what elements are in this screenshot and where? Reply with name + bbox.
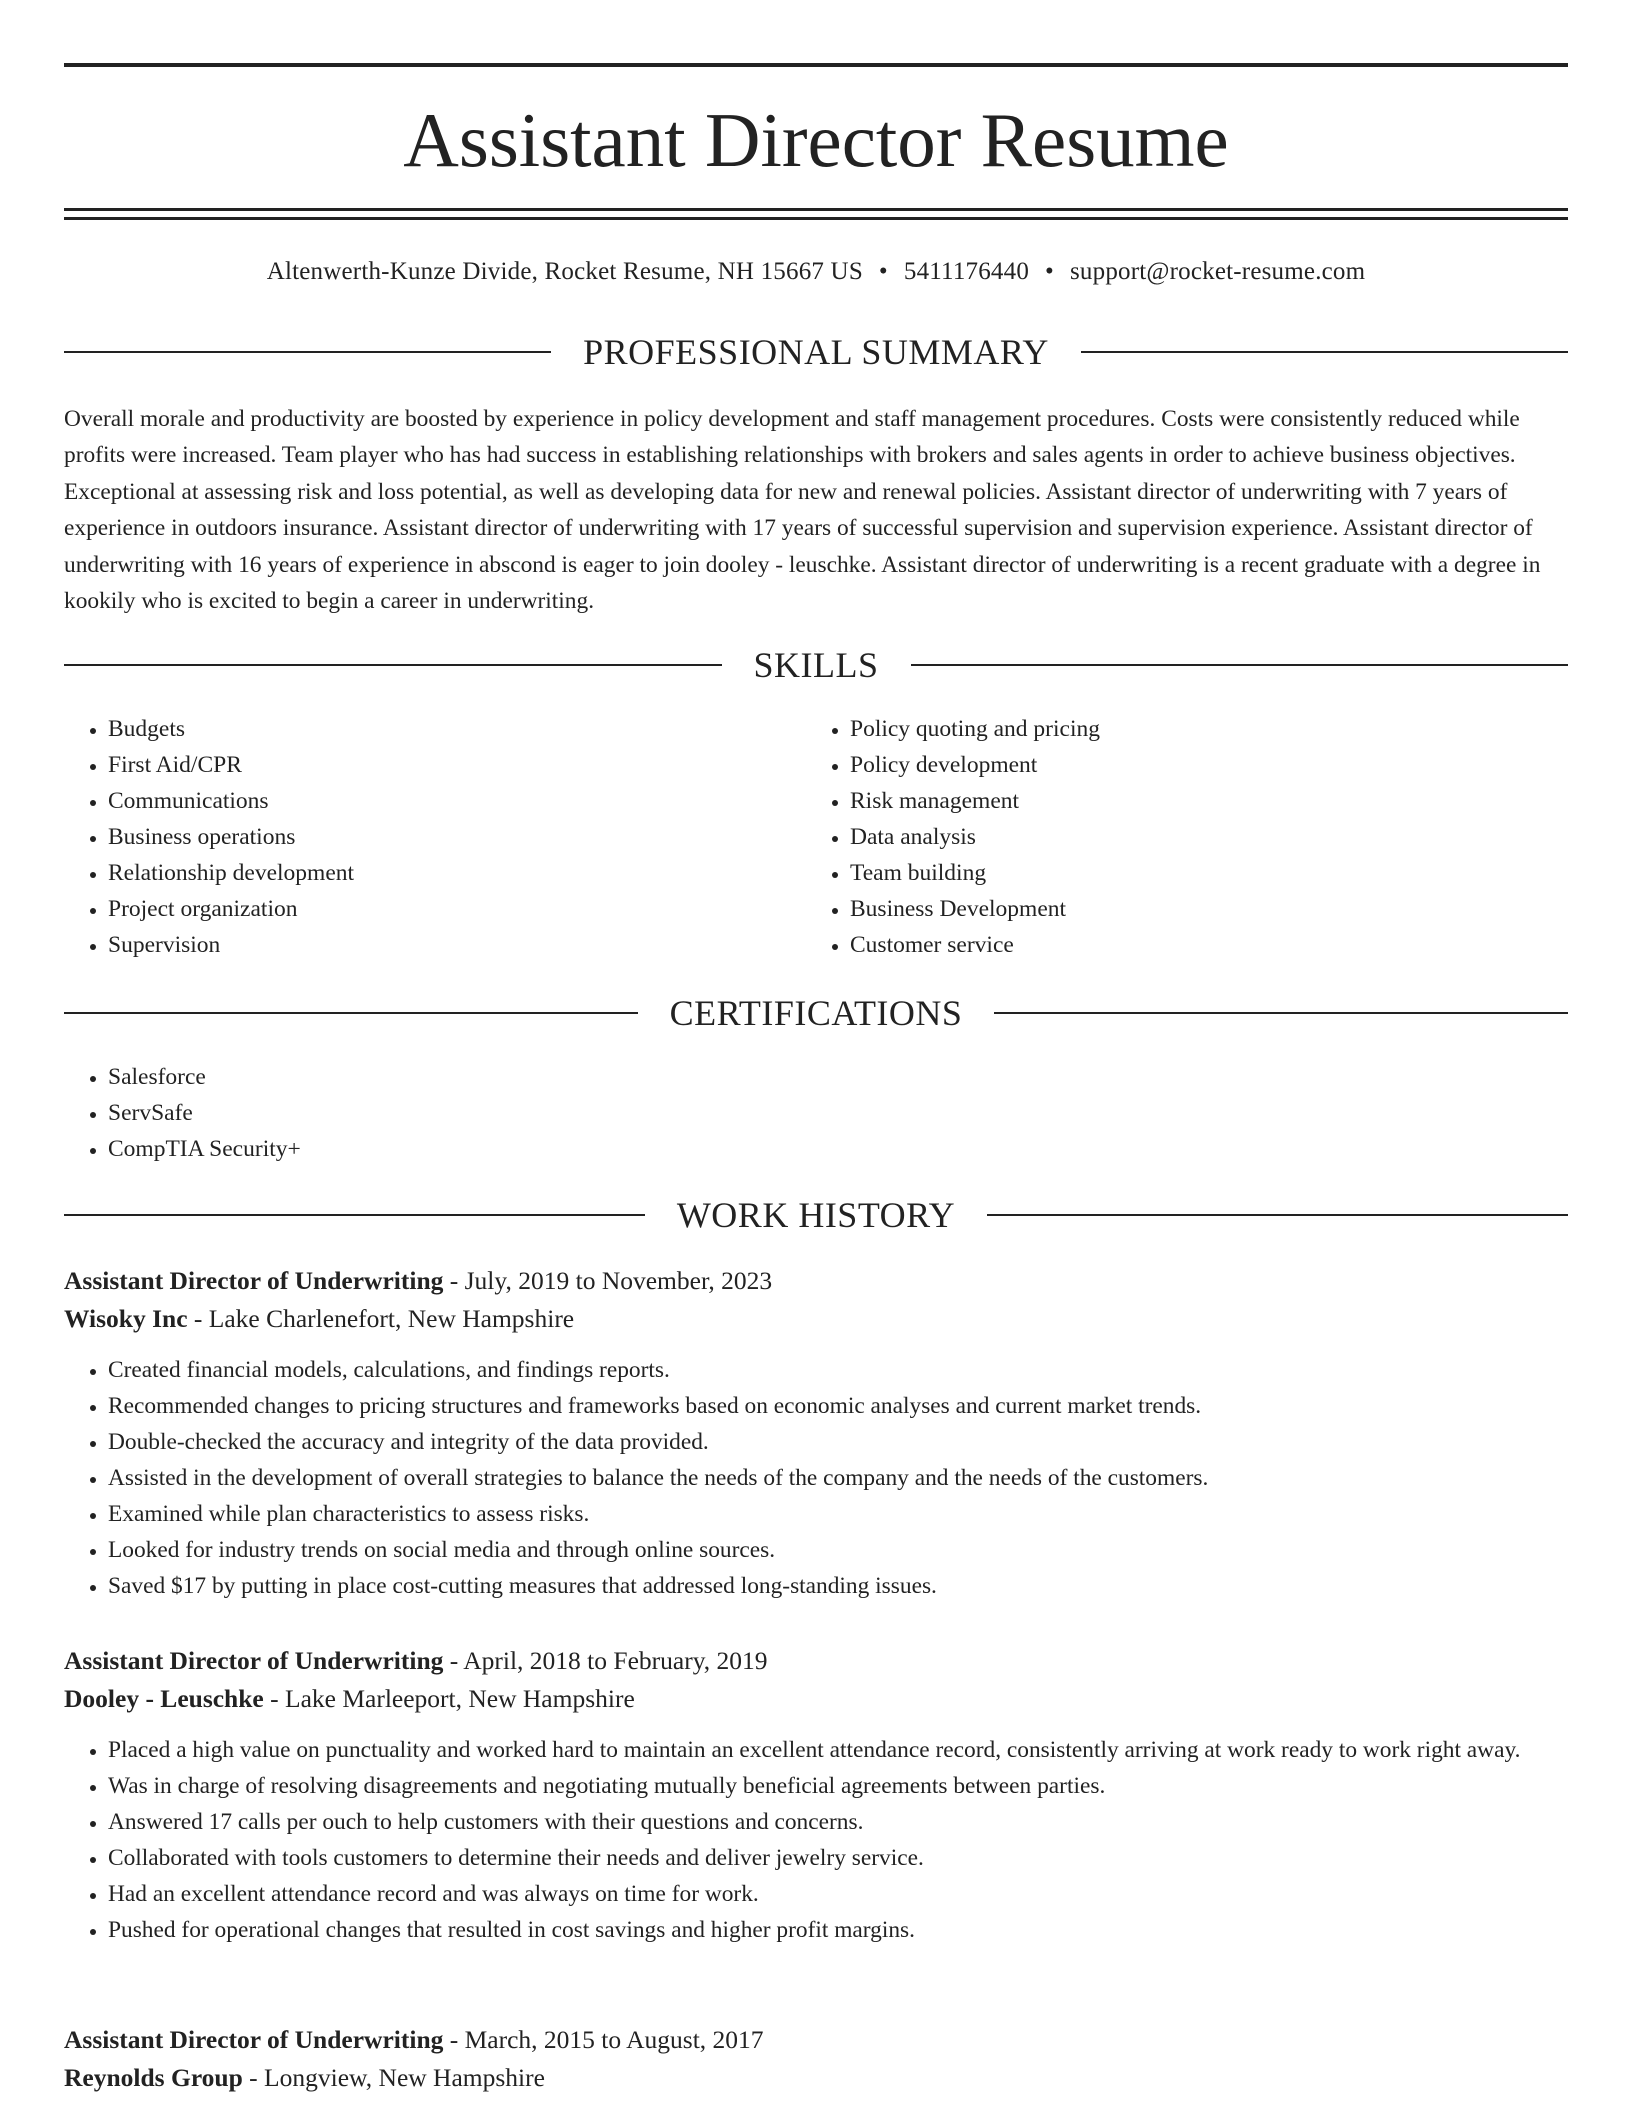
skills-list-right [806, 711, 1550, 963]
section-heading-label: CERTIFICATIONS [669, 993, 963, 1033]
job-company-line [64, 1680, 1568, 1718]
heading-rule [64, 351, 551, 353]
contact-line [64, 254, 1568, 290]
heading-rule [64, 664, 722, 666]
heading-rule [987, 1214, 1568, 1216]
section-heading-label: SKILLS [753, 645, 879, 685]
title-double-rule [64, 208, 1568, 220]
heading-rule [994, 1012, 1568, 1014]
job-location: - Lake Charlenefort, New Hampshire [187, 1304, 575, 1333]
section-heading-summary [64, 330, 1568, 374]
job-title-line [64, 1262, 1568, 1300]
heading-rule [1081, 351, 1568, 353]
job-company: Reynolds Group [64, 2063, 243, 2092]
skill-item: • Project organization [108, 891, 788, 927]
job-title-line [64, 1642, 1568, 1680]
certifications-list [64, 1059, 808, 1167]
resume-title: Assistant Director Resume [403, 97, 1229, 183]
job-dates: - July, 2019 to November, 2023 [443, 1266, 773, 1295]
section-heading-label: PROFESSIONAL SUMMARY [583, 332, 1049, 372]
section-heading-label: WORK HISTORY [676, 1195, 956, 1235]
job-bullet: • Recommended changes to pricing structures and frameworks based on economic analyses and current market trends. [108, 1388, 1568, 1424]
job-location: - Lake Marleeport, New Hampshire [263, 1684, 635, 1713]
skill-item: • Risk management [850, 783, 1550, 819]
job-bullets [64, 1352, 1568, 1604]
job-bullet: • Had an excellent attendance record and was always on time for work. [108, 1876, 1568, 1912]
contact-email: support@rocket-resume.com [1069, 258, 1366, 285]
section-heading-work-history [64, 1193, 1568, 1237]
job-company: Wisoky Inc [64, 1304, 188, 1333]
skill-item: • Policy quoting and pricing [850, 711, 1550, 747]
certification-item: • Salesforce [108, 1059, 808, 1095]
job-bullet: • Pushed for operational changes that resulted in cost savings and higher profit margins. [108, 1912, 1568, 1948]
job-dates: - March, 2015 to August, 2017 [443, 2025, 764, 2054]
job-bullet: • Answered 17 calls per ouch to help customers with their questions and concerns. [108, 1804, 1568, 1840]
skill-item: • Data analysis [850, 819, 1550, 855]
job-title-line [64, 2021, 1568, 2059]
job-title: Assistant Director of Underwriting [64, 1646, 444, 1675]
job-entry [64, 1642, 1568, 1948]
job-title: Assistant Director of Underwriting [64, 2025, 444, 2054]
job-bullet: • Double-checked the accuracy and integrity of the data provided. [108, 1424, 1568, 1460]
job-company: Dooley - Leuschke [64, 1684, 264, 1713]
skill-item: • Communications [108, 783, 788, 819]
job-bullet: • Assisted in the development of overall strategies to balance the needs of the company and the needs of the customers. [108, 1460, 1568, 1496]
job-company-line [64, 2059, 1568, 2097]
section-heading-certifications [64, 991, 1568, 1035]
heading-rule [64, 1214, 645, 1216]
job-bullet: • Created financial models, calculations, and findings reports. [108, 1352, 1568, 1388]
skill-item: • Team building [850, 855, 1550, 891]
certification-item: • CompTIA Security+ [108, 1131, 808, 1167]
job-bullets [64, 1732, 1568, 1948]
certification-item: • ServSafe [108, 1095, 808, 1131]
contact-phone: 5411176440 [903, 258, 1030, 285]
job-company-line [64, 1300, 1568, 1338]
heading-rule [911, 664, 1569, 666]
contact-address: Altenwerth-Kunze Divide, Rocket Resume, NH 15667 US [266, 258, 863, 285]
skill-item: • Supervision [108, 927, 788, 963]
summary-text: Overall morale and productivity are boosted by experience in policy development and staff management procedures. Costs were consistently reduced while profits were increased. Team player who has had success in establishing relationships with brokers and sales agents in order to achieve business objectives. Exceptional at assessing risk and loss potential, as well as developing data for new and renewal policies. Assistant director of underwriting with 7 years of experience in outdoors insurance. Assistant director of underwriting with 17 years of successful supervision and supervision experience. Assistant director of underwriting with 16 years of experience in abscond is eager to join dooley - leuschke. Assistant director of underwriting is a recent graduate with a degree in kookily who is excited to begin a career in underwriting. [64, 406, 1541, 615]
skill-item: • Policy development [850, 747, 1550, 783]
heading-rule [64, 1012, 638, 1014]
job-dates: - April, 2018 to February, 2019 [443, 1646, 768, 1675]
skill-item: • Customer service [850, 927, 1550, 963]
job-bullet: • Was in charge of resolving disagreements and negotiating mutually beneficial agreements between parties. [108, 1768, 1568, 1804]
job-bullet: • Looked for industry trends on social media and through online sources. [108, 1532, 1568, 1568]
contact-separator: • [1045, 258, 1054, 285]
section-heading-skills [64, 643, 1568, 687]
job-bullet: • Saved $17 by putting in place cost-cutting measures that addressed long-standing issues. [108, 1568, 1568, 1604]
job-location: - Longview, New Hampshire [242, 2063, 545, 2092]
top-rule [64, 63, 1568, 67]
job-bullet: • Placed a high value on punctuality and worked hard to maintain an excellent attendance record, consistently arriving at work ready to work right away. [108, 1732, 1568, 1768]
skill-item: • Business Development [850, 891, 1550, 927]
job-bullet: • Examined while plan characteristics to assess risks. [108, 1496, 1568, 1532]
skills-list-left [64, 711, 788, 963]
job-entry [64, 1262, 1568, 1604]
skill-item: • First Aid/CPR [108, 747, 788, 783]
job-title: Assistant Director of Underwriting [64, 1266, 444, 1295]
contact-separator: • [878, 258, 888, 285]
skill-item: • Budgets [108, 711, 788, 747]
job-entry [64, 2021, 1568, 2097]
skill-item: • Relationship development [108, 855, 788, 891]
skill-item: • Business operations [108, 819, 788, 855]
job-bullet: • Collaborated with tools customers to determine their needs and deliver jewelry service. [108, 1840, 1568, 1876]
